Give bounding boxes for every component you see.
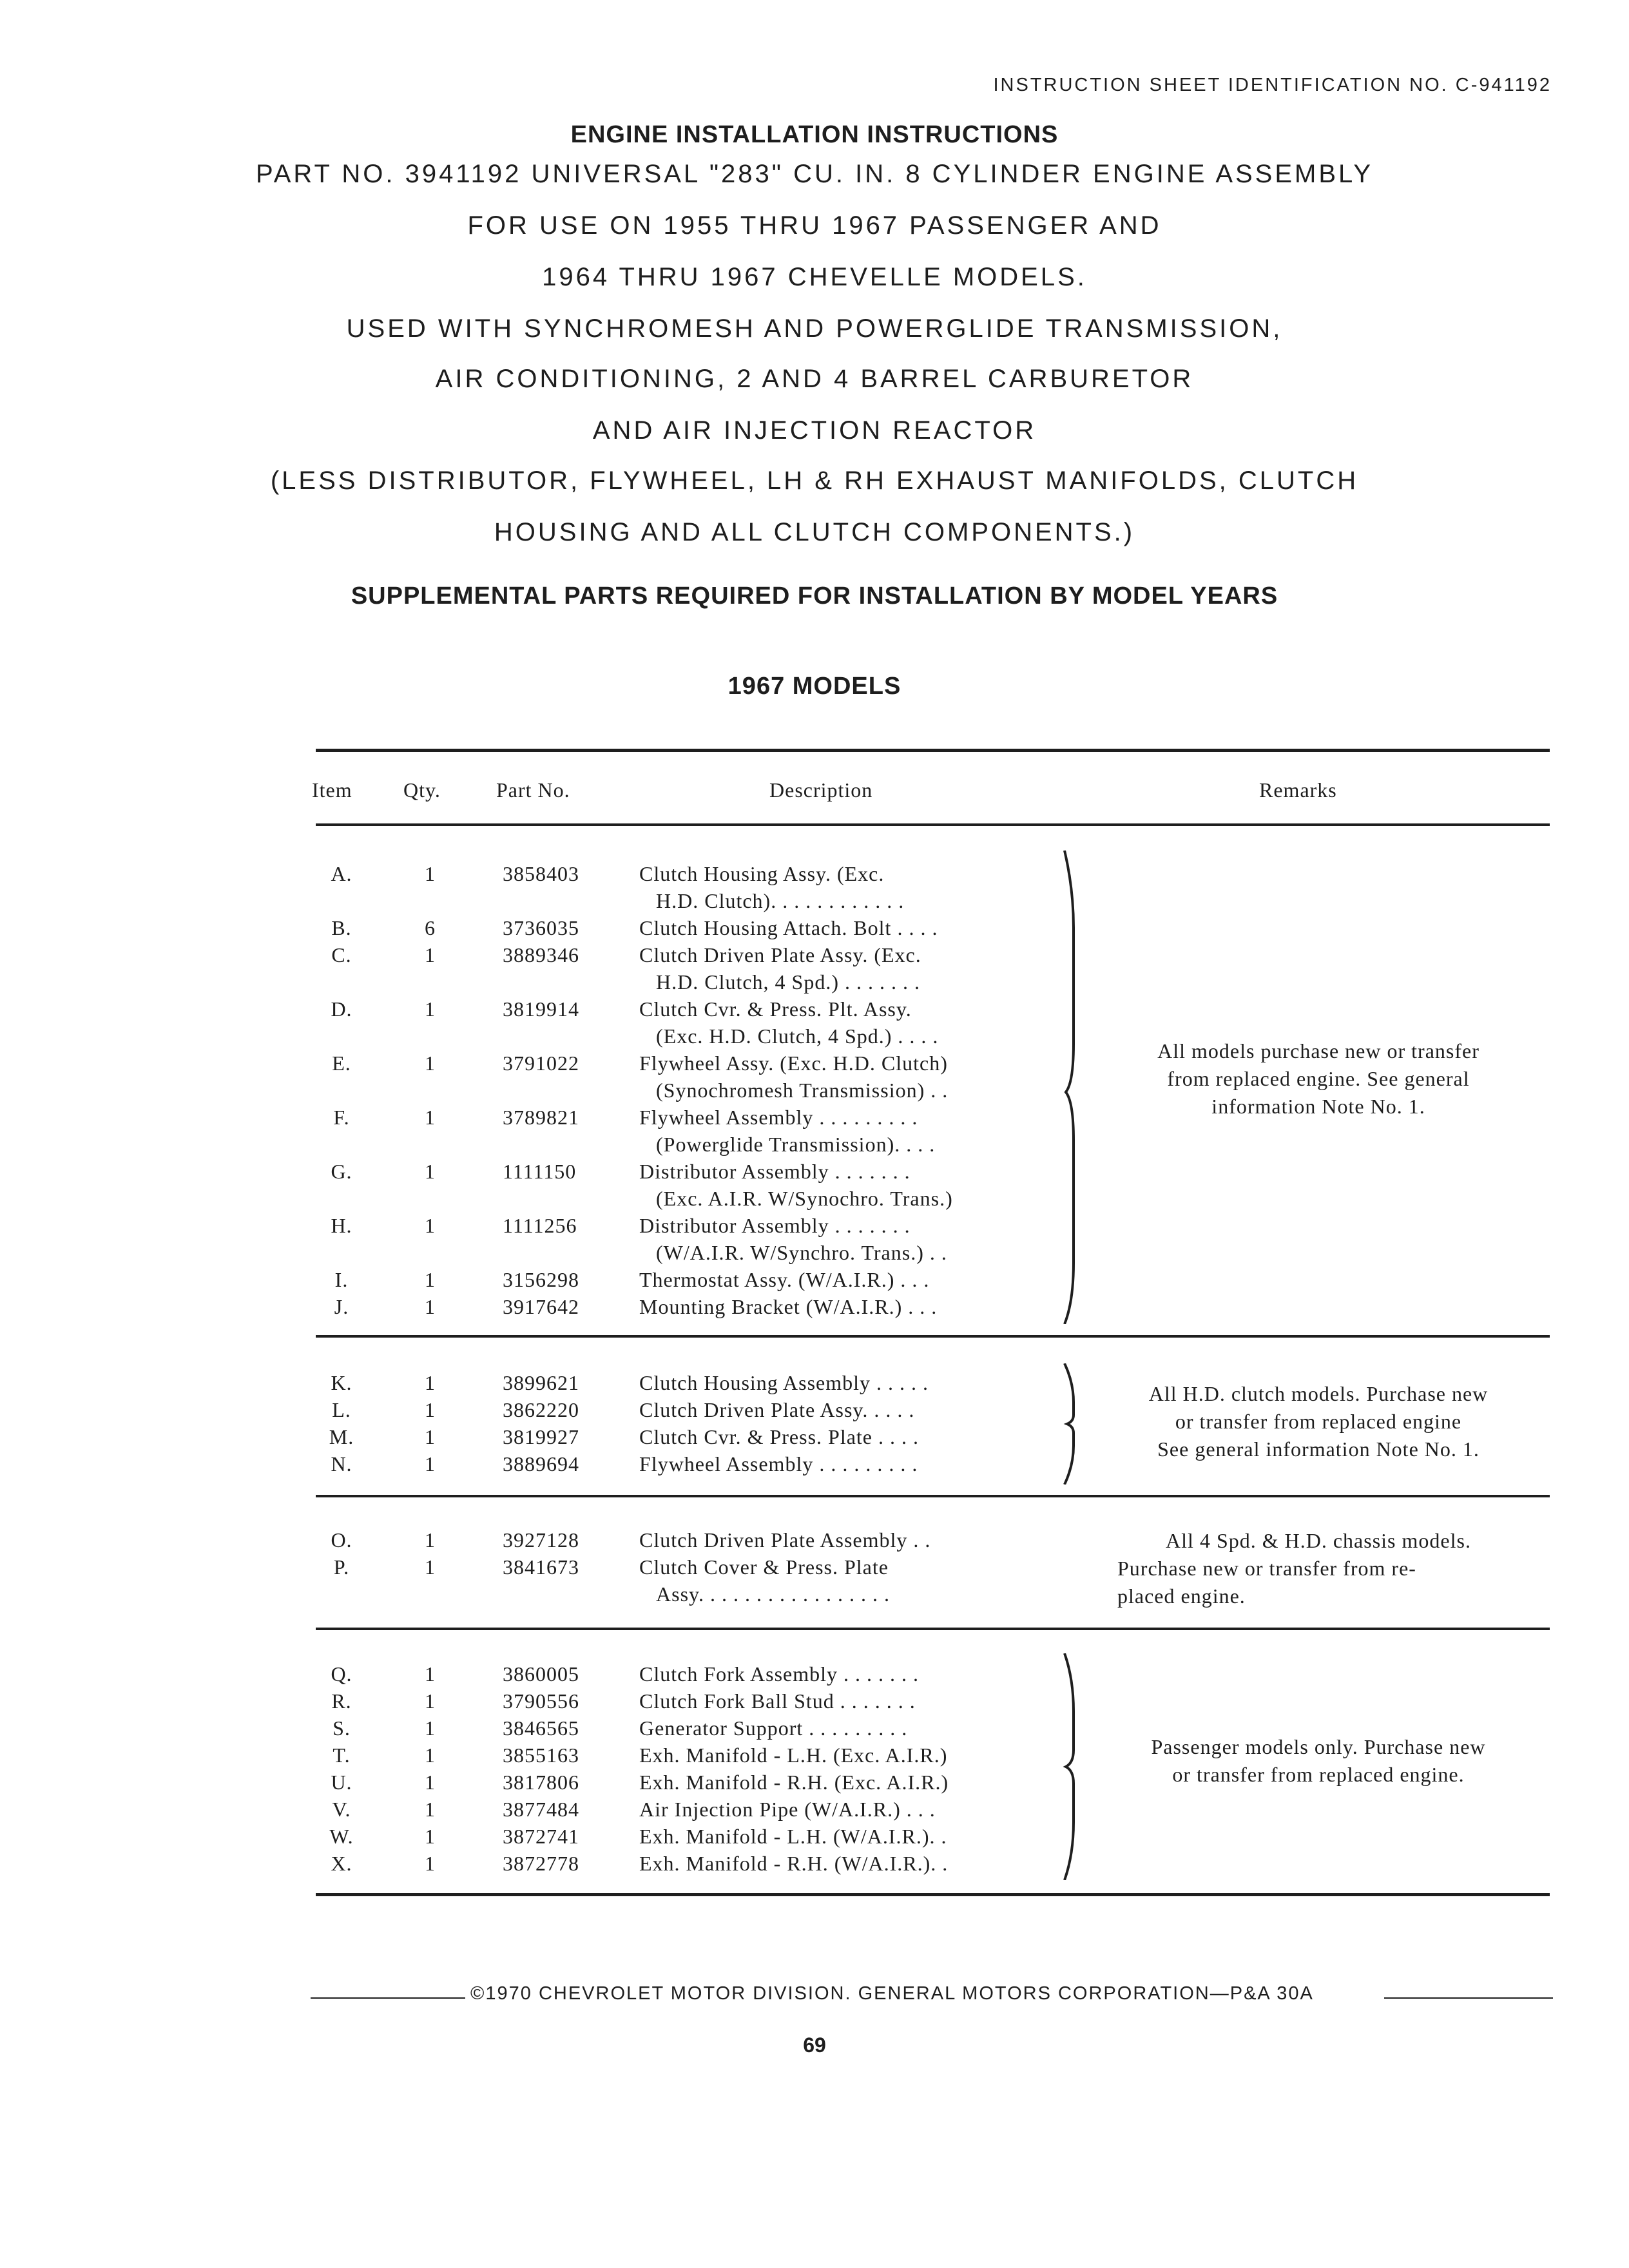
part-number: 3917642 <box>503 1295 579 1318</box>
remark-line: Passenger models only. Purchase new <box>1151 1735 1486 1758</box>
column-header-qty: Qty. <box>403 778 441 802</box>
part-number: 3862220 <box>503 1398 579 1421</box>
description: Clutch Fork Ball Stud . . . . . . . <box>639 1689 916 1713</box>
description: Generator Support . . . . . . . . . <box>639 1716 908 1740</box>
item-letter: I. <box>334 1268 349 1291</box>
part-number: 3156298 <box>503 1268 579 1291</box>
header-line-6: AND AIR INJECTION REACTOR <box>592 416 1037 445</box>
footer-rule-right <box>1384 1997 1553 1999</box>
quantity: 1 <box>425 1662 436 1686</box>
group-divider <box>316 1628 1550 1630</box>
remark-line: See general information Note No. 1. <box>1157 1437 1480 1461</box>
part-number: 3872741 <box>503 1825 579 1848</box>
group-divider <box>316 1495 1550 1497</box>
description-continuation: (Synochromesh Transmission) . . <box>656 1079 949 1102</box>
part-number: 3841673 <box>503 1555 579 1579</box>
quantity: 1 <box>425 1452 436 1475</box>
description-continuation: H.D. Clutch, 4 Spd.) . . . . . . . <box>656 970 920 994</box>
item-letter: F. <box>333 1106 350 1129</box>
item-letter: L. <box>332 1398 351 1421</box>
remark-line: from replaced engine. See general <box>1167 1067 1470 1090</box>
description-continuation: Assy. . . . . . . . . . . . . . . . . <box>656 1582 890 1606</box>
quantity: 1 <box>425 1160 436 1183</box>
quantity: 1 <box>425 1716 436 1740</box>
part-number: 3736035 <box>503 916 579 939</box>
part-number: 1111150 <box>503 1160 577 1183</box>
column-header-part-no: Part No. <box>496 778 570 802</box>
table-top-rule <box>316 749 1550 752</box>
part-number: 3819927 <box>503 1425 579 1448</box>
remarks-group-2 <box>1086 1380 1550 1463</box>
part-number: 3790556 <box>503 1689 579 1713</box>
item-letter: N. <box>331 1452 352 1475</box>
item-letter: O. <box>331 1528 352 1552</box>
copyright-notice: ©1970 CHEVROLET MOTOR DIVISION. GENERAL MOTORS CORPORATION—P&A 30A <box>470 1983 1314 2004</box>
item-letter: V. <box>332 1798 351 1821</box>
part-number: 3817806 <box>503 1771 579 1794</box>
column-header-remarks: Remarks <box>1259 778 1337 802</box>
description: Clutch Housing Attach. Bolt . . . . <box>639 916 938 939</box>
quantity: 1 <box>425 1852 436 1875</box>
description: Clutch Housing Assembly . . . . . <box>639 1371 929 1394</box>
item-letter: A. <box>331 862 352 885</box>
group-divider <box>316 1335 1550 1338</box>
description: Flywheel Assembly . . . . . . . . . <box>639 1106 918 1129</box>
item-letter: Q. <box>331 1662 352 1686</box>
item-letter: E. <box>332 1052 351 1075</box>
description-continuation: (Powerglide Transmission). . . . <box>656 1133 936 1156</box>
description: Clutch Driven Plate Assy. (Exc. <box>639 943 921 966</box>
part-number: 3819914 <box>503 997 579 1021</box>
header-line-4: USED WITH SYNCHROMESH AND POWERGLIDE TRANSMISSION, <box>346 314 1283 343</box>
quantity: 1 <box>425 1425 436 1448</box>
part-number: 3877484 <box>503 1798 579 1821</box>
header-line-3: 1964 THRU 1967 CHEVELLE MODELS. <box>542 263 1087 291</box>
description: Exh. Manifold - L.H. (Exc. A.I.R.) <box>639 1744 948 1767</box>
description: Distributor Assembly . . . . . . . <box>639 1214 911 1237</box>
document-title: ENGINE INSTALLATION INSTRUCTIONS <box>570 121 1059 148</box>
description: Clutch Cvr. & Press. Plt. Assy. <box>639 997 912 1021</box>
description: Clutch Cvr. & Press. Plate . . . . <box>639 1425 919 1448</box>
part-number: 3858403 <box>503 862 579 885</box>
quantity: 1 <box>425 1555 436 1579</box>
description-continuation: (W/A.I.R. W/Synchro. Trans.) . . <box>656 1241 947 1264</box>
quantity: 6 <box>425 916 436 939</box>
part-number: 1111256 <box>503 1214 577 1237</box>
quantity: 1 <box>425 1771 436 1794</box>
group-brace <box>1062 1653 1081 1880</box>
header-line-5: AIR CONDITIONING, 2 AND 4 BARREL CARBURETOR <box>435 365 1194 393</box>
item-letter: K. <box>331 1371 352 1394</box>
remark-line: Purchase new or transfer from re- <box>1117 1557 1416 1580</box>
table-bottom-rule <box>316 1893 1550 1896</box>
quantity: 1 <box>425 1689 436 1713</box>
description: Thermostat Assy. (W/A.I.R.) . . . <box>639 1268 930 1291</box>
description: Clutch Housing Assy. (Exc. <box>639 862 885 885</box>
description: Exh. Manifold - R.H. (Exc. A.I.R.) <box>639 1771 949 1794</box>
description: Exh. Manifold - R.H. (W/A.I.R.). . <box>639 1852 949 1875</box>
description: Clutch Driven Plate Assy. . . . . <box>639 1398 915 1421</box>
item-letter: H. <box>331 1214 352 1237</box>
description: Clutch Driven Plate Assembly . . <box>639 1528 931 1552</box>
description: Flywheel Assembly . . . . . . . . . <box>639 1452 918 1475</box>
part-number: 3872778 <box>503 1852 579 1875</box>
model-year-heading: 1967 MODELS <box>728 673 901 700</box>
footer-rule-left <box>311 1997 465 1999</box>
part-number: 3846565 <box>503 1716 579 1740</box>
instruction-sheet-id: INSTRUCTION SHEET IDENTIFICATION NO. C-941192 <box>993 75 1552 95</box>
page-number: 69 <box>803 2033 826 2057</box>
quantity: 1 <box>425 943 436 966</box>
part-number: 3899621 <box>503 1371 579 1394</box>
quantity: 1 <box>425 1798 436 1821</box>
header-line-2: FOR USE ON 1955 THRU 1967 PASSENGER AND <box>467 211 1162 240</box>
quantity: 1 <box>425 1268 436 1291</box>
part-number: 3889694 <box>503 1452 579 1475</box>
remark-line: or transfer from replaced engine <box>1175 1410 1462 1433</box>
item-letter: B. <box>331 916 352 939</box>
header-line-1: PART NO. 3941192 UNIVERSAL "283" CU. IN. 8 CYLINDER ENGINE ASSEMBLY <box>256 160 1373 188</box>
header-line-7: (LESS DISTRIBUTOR, FLYWHEEL, LH & RH EXHAUST MANIFOLDS, CLUTCH <box>270 466 1359 495</box>
description: Mounting Bracket (W/A.I.R.) . . . <box>639 1295 938 1318</box>
remark-line: placed engine. <box>1117 1584 1246 1608</box>
item-letter: X. <box>331 1852 352 1875</box>
remarks-group-3 <box>1086 1527 1550 1610</box>
item-letter: U. <box>331 1771 352 1794</box>
column-header-description: Description <box>769 778 873 802</box>
quantity: 1 <box>425 1106 436 1129</box>
group-brace <box>1062 850 1081 1324</box>
description: Flywheel Assy. (Exc. H.D. Clutch) <box>639 1052 948 1075</box>
part-number: 3889346 <box>503 943 579 966</box>
quantity: 1 <box>425 997 436 1021</box>
part-number: 3860005 <box>503 1662 579 1686</box>
part-number: 3791022 <box>503 1052 579 1075</box>
quantity: 1 <box>425 1744 436 1767</box>
quantity: 1 <box>425 862 436 885</box>
remarks-group-1 <box>1086 1037 1550 1120</box>
quantity: 1 <box>425 1528 436 1552</box>
supplemental-heading: SUPPLEMENTAL PARTS REQUIRED FOR INSTALLATION BY MODEL YEARS <box>351 582 1278 610</box>
item-letter: W. <box>329 1825 354 1848</box>
description-continuation: H.D. Clutch). . . . . . . . . . . . <box>656 889 905 912</box>
quantity: 1 <box>425 1825 436 1848</box>
remarks-group-4 <box>1086 1733 1550 1789</box>
item-letter: D. <box>331 997 352 1021</box>
column-header-item: Item <box>312 778 352 802</box>
description: Air Injection Pipe (W/A.I.R.) . . . <box>639 1798 936 1821</box>
description: Distributor Assembly . . . . . . . <box>639 1160 911 1183</box>
quantity: 1 <box>425 1295 436 1318</box>
item-letter: J. <box>334 1295 349 1318</box>
remark-line: information Note No. 1. <box>1211 1095 1425 1118</box>
item-letter: S. <box>333 1716 351 1740</box>
part-number: 3855163 <box>503 1744 579 1767</box>
item-letter: P. <box>333 1555 350 1579</box>
header-line-8: HOUSING AND ALL CLUTCH COMPONENTS.) <box>494 518 1135 546</box>
quantity: 1 <box>425 1052 436 1075</box>
item-letter: C. <box>331 943 352 966</box>
group-brace <box>1062 1363 1081 1485</box>
item-letter: T. <box>333 1744 351 1767</box>
remark-line: or transfer from replaced engine. <box>1172 1763 1465 1786</box>
description-continuation: (Exc. H.D. Clutch, 4 Spd.) . . . . <box>656 1024 939 1048</box>
description-continuation: (Exc. A.I.R. W/Synochro. Trans.) <box>656 1187 953 1210</box>
quantity: 1 <box>425 1398 436 1421</box>
remark-line: All 4 Spd. & H.D. chassis models. <box>1166 1529 1471 1552</box>
description: Exh. Manifold - L.H. (W/A.I.R.). . <box>639 1825 947 1848</box>
part-number: 3927128 <box>503 1528 579 1552</box>
item-letter: R. <box>331 1689 352 1713</box>
remark-line: All models purchase new or transfer <box>1157 1039 1480 1062</box>
description: Clutch Cover & Press. Plate <box>639 1555 889 1579</box>
quantity: 1 <box>425 1371 436 1394</box>
item-letter: M. <box>329 1425 354 1448</box>
remark-line: All H.D. clutch models. Purchase new <box>1148 1382 1489 1405</box>
part-number: 3789821 <box>503 1106 579 1129</box>
description: Clutch Fork Assembly . . . . . . . <box>639 1662 920 1686</box>
quantity: 1 <box>425 1214 436 1237</box>
item-letter: G. <box>331 1160 352 1183</box>
table-header-rule <box>316 823 1550 826</box>
